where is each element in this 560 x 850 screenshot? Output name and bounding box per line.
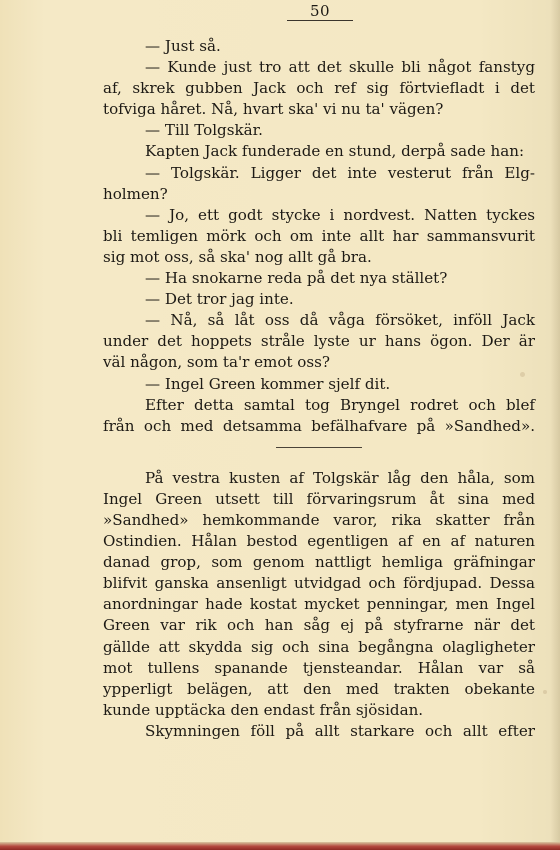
text-line: sig mot oss, så ska' nog allt gå bra. — [103, 247, 372, 266]
text-line: väl någon, som ta'r emot oss? — [103, 353, 330, 372]
text-line: — Till Tolgskär. — [145, 121, 263, 140]
body-text — [103, 36, 535, 742]
text-line: gällde att skydda sig och sina begångna olagligheter — [103, 637, 535, 656]
text-line: — Det tror jag inte. — [145, 290, 294, 309]
text-line: kunde upptäcka den endast från sjösidan. — [103, 700, 424, 719]
text-line: På vestra kusten af Tolgskär låg den håla, som — [145, 468, 535, 487]
text-line: från och med detsamma befälhafvare på »Sandhed». — [103, 416, 535, 435]
text-line: Green var rik och han såg ej på styfrarne när det — [103, 616, 535, 635]
text-line: — Nå, så låt oss då våga försöket, inföll Jack — [145, 311, 535, 330]
text-line: Skymningen föll på allt starkare och allt efter — [145, 721, 535, 740]
text-line: Kapten Jack funderade en stund, derpå sade han: — [145, 142, 525, 161]
text-line: blifvit ganska ansenligt utvidgad och fördjupad. Dessa — [103, 574, 535, 593]
text-line: af, skrek gubben Jack och ref sig förtviefladt i det — [103, 79, 535, 98]
text-line: »Sandhed» hemkommande varor, rika skatter från — [103, 510, 535, 529]
text-line: Efter detta samtal tog Bryngel rodret och blef — [145, 395, 535, 414]
page-bottom-edge — [0, 842, 560, 850]
text-line: Ingel Green utsett till förvaringsrum åt sina med — [103, 489, 535, 508]
text-line: mot tullens spanande tjensteandar. Hålan var så — [103, 658, 535, 677]
page-number: 50 — [309, 2, 331, 20]
text-line: tofviga håret. Nå, hvart ska' vi nu ta' vägen? — [103, 100, 444, 119]
text-line: — Kunde just tro att det skulle bli något fanstyg — [145, 58, 535, 77]
page-edge-shadow — [550, 0, 560, 850]
text-line: under det hoppets stråle lyste ur hans ögon. Der är — [103, 332, 535, 351]
text-line: danad grop, som genom nattligt hemliga gräfningar — [103, 553, 535, 572]
text-line: — Ingel Green kommer sjelf dit. — [145, 374, 391, 393]
text-line: — Tolgskär. Ligger det inte vesterut från Elg- — [145, 163, 535, 182]
text-line: — Jo, ett godt stycke i nordvest. Natten tyckes — [145, 205, 535, 224]
text-line: anordningar hade kostat mycket penningar, men Ingel — [103, 595, 535, 614]
page-number-rule — [287, 20, 353, 21]
text-line: — Ha snokarne reda på det nya stället? — [145, 269, 448, 288]
text-line: — Just så. — [145, 37, 221, 55]
text-line: Ostindien. Hålan bestod egentligen af en af naturen — [103, 532, 535, 551]
text-line: holmen? — [103, 184, 168, 203]
text-line: ypperligt belägen, att den med trakten obekante — [103, 679, 535, 698]
paper-spot — [543, 690, 547, 694]
text-line: bli temligen mörk och om inte allt har sammansvurit — [103, 226, 535, 245]
